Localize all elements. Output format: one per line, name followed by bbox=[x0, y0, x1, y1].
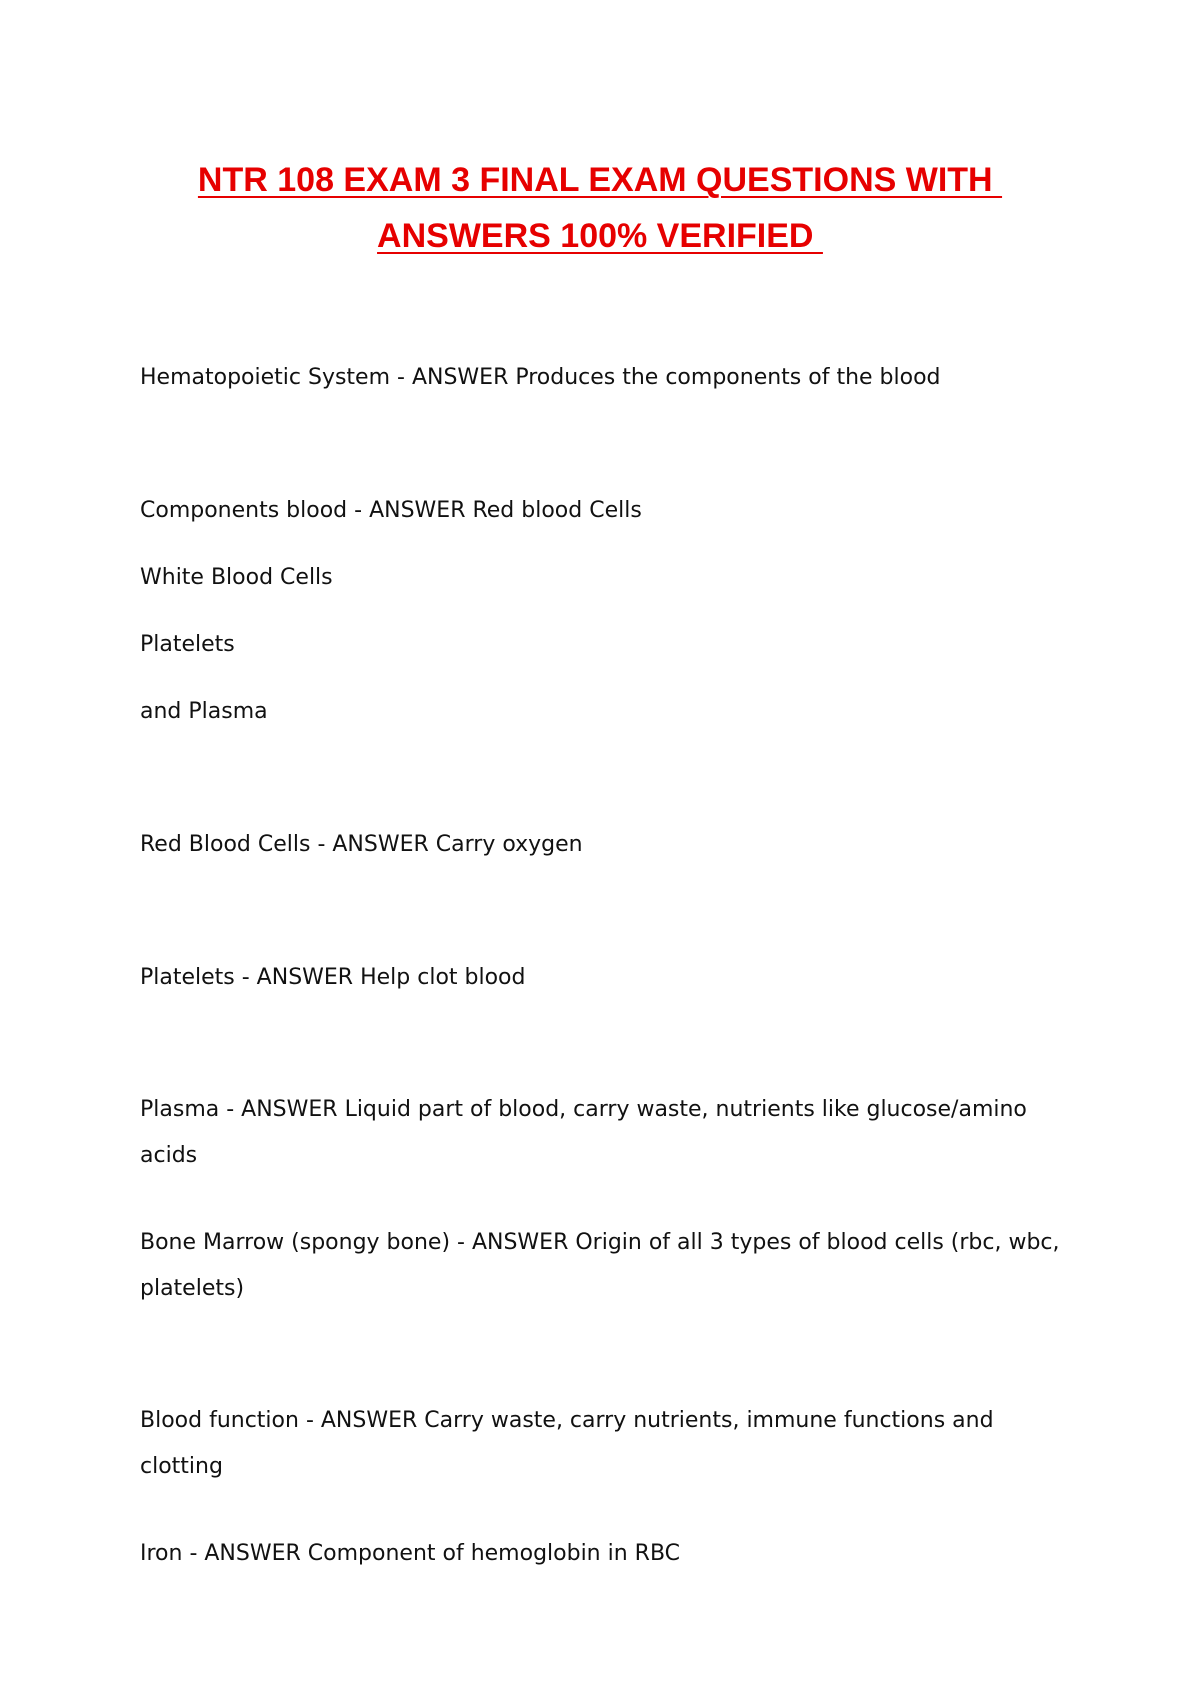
title-line-1: NTR 108 EXAM 3 FINAL EXAM QUESTIONS WITH bbox=[197, 161, 1003, 199]
qa-entry-blood-function: Blood function - ANSWER Carry waste, carry nutrients, immune functions and clotting bbox=[140, 1408, 994, 1479]
title-line-2: ANSWERS 100% VERIFIED bbox=[377, 217, 823, 255]
qa-entry-plasma: Plasma - ANSWER Liquid part of blood, carry waste, nutrients like glucose/amino acids bbox=[140, 1097, 1027, 1168]
qa-entry-continuation-platelets: Platelets bbox=[140, 632, 235, 657]
qa-entry-bone-marrow: Bone Marrow (spongy bone) - ANSWER Origin of all 3 types of blood cells (rbc, wbc, platelets) bbox=[140, 1230, 1060, 1301]
qa-entry-hematopoietic-system: Hematopoietic System - ANSWER Produces the components of the blood bbox=[140, 365, 941, 390]
qa-entry-components-blood: Components blood - ANSWER Red blood Cells bbox=[140, 498, 642, 523]
document-title bbox=[0, 152, 1200, 264]
qa-entry-continuation-plasma: and Plasma bbox=[140, 699, 268, 724]
qa-entry-continuation-white-blood-cells: White Blood Cells bbox=[140, 565, 333, 590]
qa-entry-platelets: Platelets - ANSWER Help clot blood bbox=[140, 965, 526, 990]
qa-entry-red-blood-cells: Red Blood Cells - ANSWER Carry oxygen bbox=[140, 832, 583, 857]
qa-entry-iron: Iron - ANSWER Component of hemoglobin in RBC bbox=[140, 1541, 681, 1566]
